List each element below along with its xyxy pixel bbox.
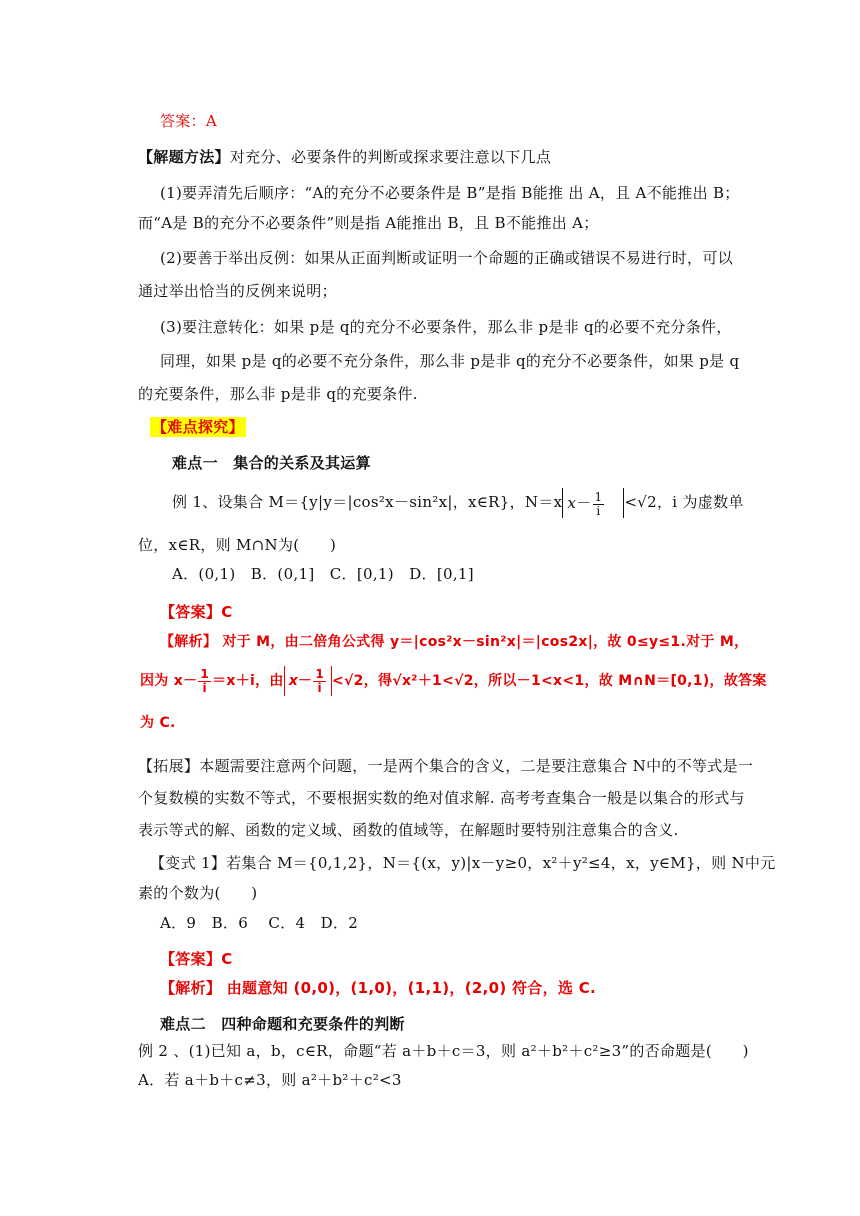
variant1-answer: 【答案】C [160, 950, 233, 968]
method-p3b: 同理，如果 p是 q的必要不充分条件，那么非 p是非 q的充分不必要条件，如果 p是 q [160, 352, 740, 370]
extension-line1: 【拓展】本题需要注意两个问题，一是两个集合的含义，二是要注意集合 N中的不等式是一 [138, 757, 754, 775]
method-intro: 对充分、必要条件的判断或探求要注意以下几点 [229, 148, 552, 166]
example1-options: A．(0,1) B．(0,1] C．[0,1) D．[0,1] [172, 565, 474, 583]
example2-optA: A．若 a＋b＋c≠3，则 a²＋b²＋c²<3 [138, 1071, 402, 1089]
method-p1a: (1)要弄清先后顺序：“A的充分不必要条件是 B”是指 B能推 出 A，且 A不能推出 B； [160, 184, 740, 202]
variant1-line2: 素的个数为( ) [138, 884, 258, 902]
variant1-exp: 【解析】 由题意知 (0,0)，(1,0)，(1,1)，(2,0) 符合，选 C. [160, 979, 597, 997]
example1-answer: 【答案】C [160, 603, 233, 621]
method-p2a: (2)要善于举出反例：如果从正面判断或证明一个命题的正确或错误不易进行时，可以 [160, 249, 733, 267]
example2-line: 例 2 、(1)已知 a，b，c∈R，命题“若 a＋b＋c＝3，则 a²＋b²＋c²≥3”的否命题是( ) [138, 1042, 749, 1060]
example1-exp3: 为 C. [140, 715, 176, 731]
example1-exp2: 因为 x－ $\frac{1}{i}$ ＝x＋i，由 x－ $\frac{1}{i}$ <√2，得√x²＋1<√2，所以－1<x<1，故 M∩N＝[0,1)，故答案 [140, 666, 767, 695]
section-tag: 【难点探究】 [152, 418, 244, 436]
method-p2b: 通过举出恰当的反例来说明； [138, 282, 337, 300]
topic1-title: 难点一 集合的关系及其运算 [172, 454, 371, 472]
method-title: 【解题方法】 [138, 148, 230, 166]
answer-line: 答案：A [160, 112, 218, 130]
abs-expression: x－ $\frac{1}{i}$ [562, 488, 624, 518]
extension-line2: 个复数模的实数不等式，不要根据实数的绝对值求解. 高考考查集合一般是以集合的形式与 [138, 789, 745, 807]
variant1-line1: 【变式 1】若集合 M＝{0,1,2}，N＝{(x，y)|x－y≥0，x²＋y²≤4，x，y∈M}，则 N中元 [150, 854, 776, 872]
fraction: $\frac{1}{i}$ [594, 489, 603, 518]
method-p1b: 而“A是 B的充分不必要条件”则是指 A能推出 B，且 B不能推出 A； [138, 214, 599, 232]
method-p3c: 的充要条件，那么非 p是非 q的充要条件. [138, 385, 418, 403]
variant1-options: A．9 B．6 C．4 D．2 [160, 914, 359, 932]
extension-line3: 表示等式的解、函数的定义域、函数的值域等，在解题时要特别注意集合的含义. [138, 821, 679, 839]
topic2-title: 难点二 四种命题和充要条件的判断 [160, 1015, 405, 1033]
fraction: $\frac{1}{i}$ [200, 666, 210, 695]
example1-line2: 位，x∈R，则 M∩N为( ) [138, 536, 337, 554]
method-p3a: (3)要注意转化：如果 p是 q的充分不必要条件，那么非 p是非 q的必要不充分条件， [160, 318, 732, 336]
method-line-1 [138, 146, 551, 168]
example1-line1: 例 1、设集合 M＝{y|y＝|cos²x－sin²x|，x∈R}，N＝x x－ $\frac{1}{i}$ <√2，i 为虚数单 [172, 489, 744, 518]
abs-expression: x－ $\frac{1}{i}$ [284, 666, 332, 696]
example1-exp1: 【解析】 对于 M，由二倍角公式得 y＝|cos²x－sin²x|＝|cos2x|，故 0≤y≤1.对于 M， [160, 634, 749, 650]
